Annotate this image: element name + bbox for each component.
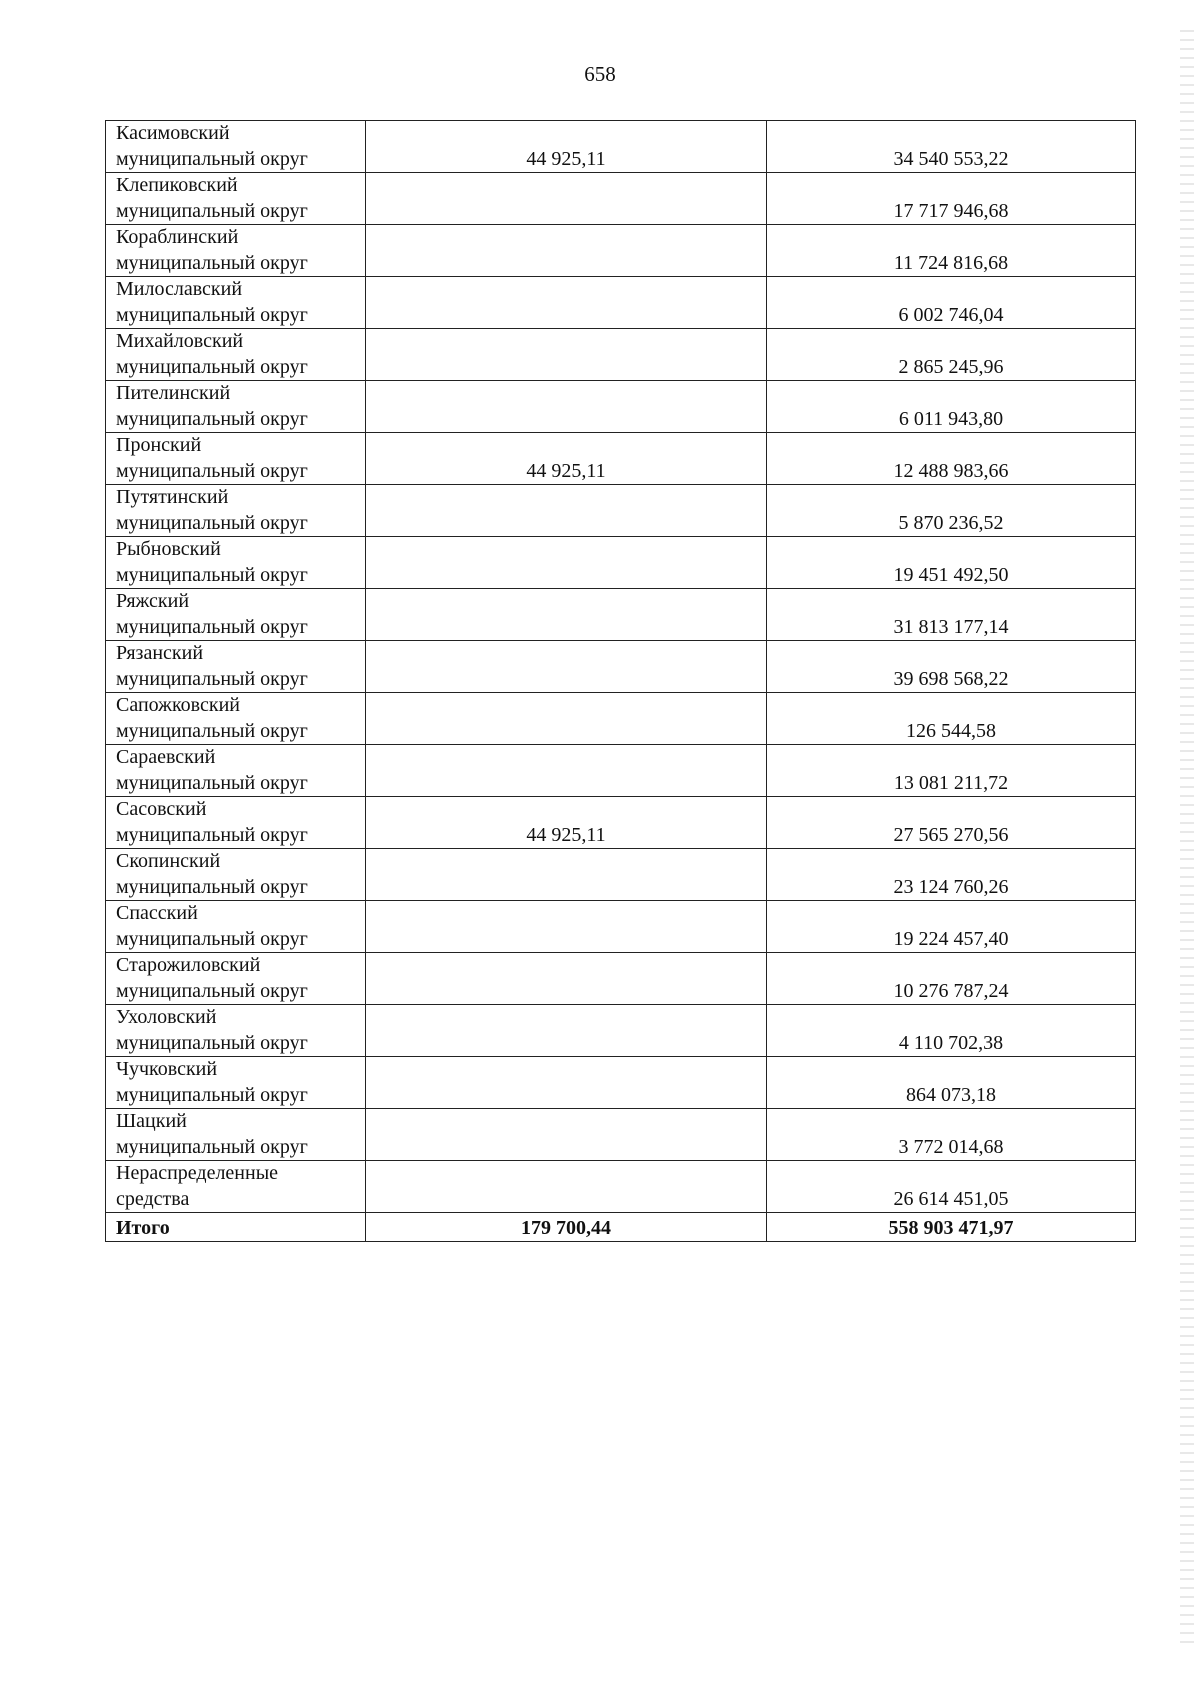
amount-col-a [366,901,767,953]
district-name-line2: муниципальный округ [116,1083,308,1106]
district-name-cell [106,849,366,901]
district-name-line1: Чучковский [116,1058,218,1080]
amount-col-b: 11 724 816,68 [767,225,1136,277]
district-name-line1: Пронский [116,434,202,456]
table-row [106,225,1136,277]
district-name-line2: муниципальный округ [116,147,308,170]
district-name-line2: муниципальный округ [116,667,308,690]
district-name-line1: Рязанский [116,642,204,664]
amount-col-a [366,537,767,589]
district-name-line1: Старожиловский [116,954,261,976]
district-name-cell [106,1161,366,1213]
total-label: Итого [106,1213,366,1242]
table-row [106,641,1136,693]
table-row [106,329,1136,381]
district-name-line2: муниципальный округ [116,823,308,846]
amount-col-a [366,485,767,537]
amount-col-a [366,1109,767,1161]
district-name-line1: Путятинский [116,486,229,508]
district-name-line2: муниципальный округ [116,719,308,742]
district-name-line2: муниципальный округ [116,771,308,794]
district-name-line2: муниципальный округ [116,1135,308,1158]
district-name-line2: муниципальный округ [116,927,308,950]
table-row [106,589,1136,641]
amount-col-b: 12 488 983,66 [767,433,1136,485]
amount-col-b: 23 124 760,26 [767,849,1136,901]
amount-col-a [366,225,767,277]
allocation-table [105,120,1136,1242]
table-row [106,1057,1136,1109]
table-row [106,173,1136,225]
district-name-line1: Сараевский [116,746,216,768]
district-name-cell [106,537,366,589]
amount-col-b: 31 813 177,14 [767,589,1136,641]
district-name-line1: Ухоловский [116,1006,217,1028]
district-name-line1: Милославский [116,278,243,300]
amount-col-a [366,1005,767,1057]
scan-edge-artifact [1180,30,1194,1650]
amount-col-b: 864 073,18 [767,1057,1136,1109]
amount-col-a [366,693,767,745]
district-name-line1: Сапожковский [116,694,241,716]
amount-col-a [366,1057,767,1109]
district-name-cell [106,173,366,225]
amount-col-a [366,329,767,381]
district-name-cell [106,225,366,277]
table-row [106,745,1136,797]
amount-col-b: 6 011 943,80 [767,381,1136,433]
table-row [106,1161,1136,1213]
amount-col-a: 44 925,11 [366,797,767,849]
district-name-line1: Клепиковский [116,174,238,196]
district-name-line2: муниципальный округ [116,615,308,638]
amount-col-b: 26 614 451,05 [767,1161,1136,1213]
table-row [106,433,1136,485]
table-row [106,953,1136,1005]
amount-col-b: 126 544,58 [767,693,1136,745]
table-row [106,849,1136,901]
district-name-line1: Нераспределенные [116,1162,279,1184]
district-name-cell [106,1057,366,1109]
amount-col-a [366,277,767,329]
district-name-line2: средства [116,1187,190,1210]
table-row [106,693,1136,745]
district-name-line2: муниципальный округ [116,199,308,222]
district-name-cell [106,745,366,797]
amount-col-b: 19 451 492,50 [767,537,1136,589]
district-name-cell [106,277,366,329]
district-name-line2: муниципальный округ [116,459,308,482]
table-row [106,121,1136,173]
district-name-line1: Скопинский [116,850,221,872]
district-name-cell [106,797,366,849]
district-name-line2: муниципальный округ [116,979,308,1002]
table-row [106,797,1136,849]
table-row [106,537,1136,589]
district-name-line2: муниципальный округ [116,251,308,274]
total-row [106,1213,1136,1242]
amount-col-a [366,849,767,901]
amount-col-b: 6 002 746,04 [767,277,1136,329]
amount-col-b: 10 276 787,24 [767,953,1136,1005]
table-row [106,901,1136,953]
district-name-line2: муниципальный округ [116,407,308,430]
district-name-line2: муниципальный округ [116,511,308,534]
total-col-b: 558 903 471,97 [767,1213,1136,1242]
table-row [106,381,1136,433]
amount-col-b: 13 081 211,72 [767,745,1136,797]
district-name-cell [106,693,366,745]
amount-col-b: 19 224 457,40 [767,901,1136,953]
amount-col-b: 4 110 702,38 [767,1005,1136,1057]
total-col-a: 179 700,44 [366,1213,767,1242]
amount-col-a [366,953,767,1005]
table-row [106,277,1136,329]
district-name-line1: Сасовский [116,798,207,820]
amount-col-a [366,589,767,641]
table-body [106,121,1136,1213]
district-name-cell [106,121,366,173]
amount-col-b: 2 865 245,96 [767,329,1136,381]
district-name-line2: муниципальный округ [116,303,308,326]
amount-col-b: 27 565 270,56 [767,797,1136,849]
district-name-cell [106,641,366,693]
district-name-line1: Спасский [116,902,198,924]
table-row [106,1109,1136,1161]
amount-col-a: 44 925,11 [366,433,767,485]
district-name-line1: Пителинский [116,382,231,404]
amount-col-a [366,173,767,225]
district-name-cell [106,953,366,1005]
district-name-cell [106,485,366,537]
amount-col-a [366,745,767,797]
amount-col-b: 34 540 553,22 [767,121,1136,173]
district-name-line1: Кораблинский [116,226,239,248]
amount-col-b: 5 870 236,52 [767,485,1136,537]
district-name-cell [106,1109,366,1161]
district-name-line1: Шацкий [116,1110,187,1132]
amount-col-a [366,1161,767,1213]
district-name-cell [106,901,366,953]
district-name-line1: Касимовский [116,122,230,144]
district-name-line2: муниципальный округ [116,563,308,586]
district-name-line1: Ряжский [116,590,190,612]
district-name-line2: муниципальный округ [116,1031,308,1054]
amount-col-b: 3 772 014,68 [767,1109,1136,1161]
amount-col-b: 17 717 946,68 [767,173,1136,225]
table-row [106,485,1136,537]
amount-col-a: 44 925,11 [366,121,767,173]
table-row [106,1005,1136,1057]
amount-col-b: 39 698 568,22 [767,641,1136,693]
district-name-line2: муниципальный округ [116,875,308,898]
district-name-line1: Рыбновский [116,538,221,560]
amount-col-a [366,381,767,433]
district-name-line2: муниципальный округ [116,355,308,378]
district-name-cell [106,433,366,485]
amount-col-a [366,641,767,693]
page-number: 658 [584,62,616,86]
district-name-cell [106,381,366,433]
district-name-cell [106,329,366,381]
district-name-cell [106,1005,366,1057]
district-name-cell [106,589,366,641]
district-name-line1: Михайловский [116,330,244,352]
